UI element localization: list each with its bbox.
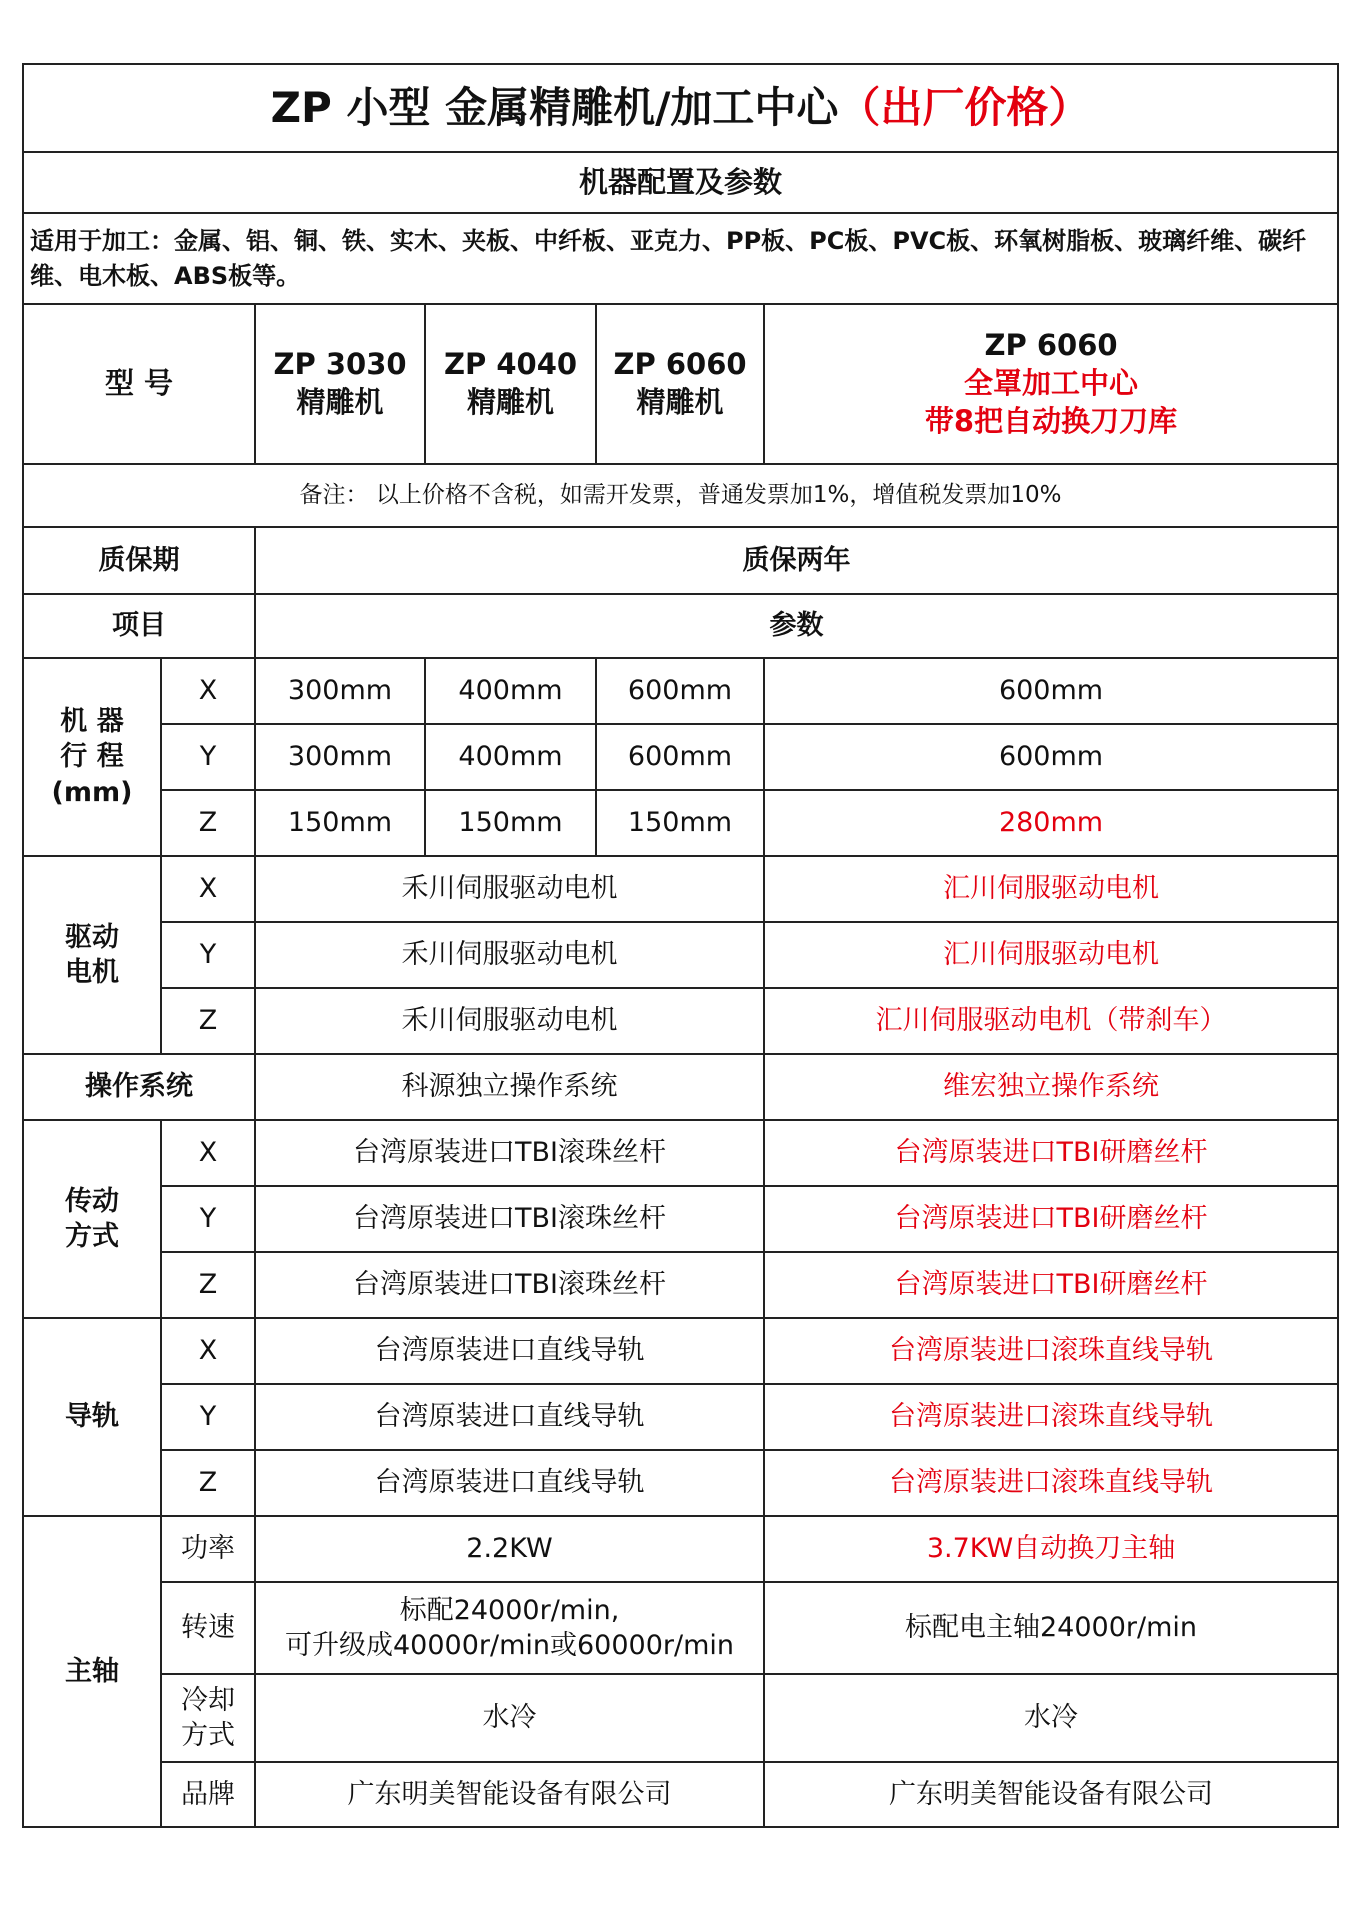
guide-label: 导轨 xyxy=(23,1318,161,1516)
travel-value: 600mm xyxy=(764,724,1338,790)
transmission-std: 台湾原装进口TBI滚珠丝杆 xyxy=(255,1120,764,1186)
axis-y: Y xyxy=(161,922,255,988)
cooling-label: 冷却 方式 xyxy=(161,1674,255,1762)
axis-z: Z xyxy=(161,1450,255,1516)
drive-motor-std: 禾川伺服驱动电机 xyxy=(255,922,764,988)
guide-std: 台湾原装进口直线导轨 xyxy=(255,1384,764,1450)
travel-value: 150mm xyxy=(596,790,764,856)
power-std: 2.2KW xyxy=(255,1516,764,1582)
warranty-value: 质保两年 xyxy=(255,527,1338,594)
transmission-pro: 台湾原装进口TBI研磨丝杆 xyxy=(764,1120,1338,1186)
drive-motor-pro: 汇川伺服驱动电机 xyxy=(764,922,1338,988)
travel-label: 机 器 行 程 (mm) xyxy=(23,658,161,856)
axis-y: Y xyxy=(161,724,255,790)
model-zp6060-center: ZP 6060 全罩加工中心 带8把自动换刀刀库 xyxy=(764,304,1338,464)
guide-std: 台湾原装进口直线导轨 xyxy=(255,1450,764,1516)
drive-motor-std: 禾川伺服驱动电机 xyxy=(255,856,764,922)
axis-z: Z xyxy=(161,988,255,1054)
guide-pro: 台湾原装进口滚珠直线导轨 xyxy=(764,1384,1338,1450)
guide-pro: 台湾原装进口滚珠直线导轨 xyxy=(764,1318,1338,1384)
price-note: 备注： 以上价格不含税，如需开发票，普通发票加1%，增值税发票加10% xyxy=(23,464,1338,527)
cooling-pro: 水冷 xyxy=(764,1674,1338,1762)
axis-x: X xyxy=(161,658,255,724)
travel-value: 400mm xyxy=(425,724,596,790)
power-pro: 3.7KW自动换刀主轴 xyxy=(764,1516,1338,1582)
axis-x: X xyxy=(161,1318,255,1384)
os-std: 科源独立操作系统 xyxy=(255,1054,764,1120)
transmission-pro: 台湾原装进口TBI研磨丝杆 xyxy=(764,1186,1338,1252)
guide-std: 台湾原装进口直线导轨 xyxy=(255,1318,764,1384)
power-label: 功率 xyxy=(161,1516,255,1582)
travel-value: 150mm xyxy=(255,790,425,856)
axis-y: Y xyxy=(161,1384,255,1450)
params-header-value: 参数 xyxy=(255,594,1338,658)
axis-z: Z xyxy=(161,790,255,856)
spec-table xyxy=(22,63,1339,1828)
brand-pro: 广东明美智能设备有限公司 xyxy=(764,1762,1338,1827)
spindle-label: 主轴 xyxy=(23,1516,161,1827)
speed-label: 转速 xyxy=(161,1582,255,1674)
travel-value: 280mm xyxy=(764,790,1338,856)
brand-label: 品牌 xyxy=(161,1762,255,1827)
drive-motor-pro: 汇川伺服驱动电机（带刹车） xyxy=(764,988,1338,1054)
page-title xyxy=(23,64,1338,152)
speed-std: 标配24000r/min, 可升级成40000r/min或60000r/min xyxy=(255,1582,764,1674)
cooling-std: 水冷 xyxy=(255,1674,764,1762)
axis-x: X xyxy=(161,856,255,922)
transmission-std: 台湾原装进口TBI滚珠丝杆 xyxy=(255,1252,764,1318)
drive-motor-std: 禾川伺服驱动电机 xyxy=(255,988,764,1054)
guide-pro: 台湾原装进口滚珠直线导轨 xyxy=(764,1450,1338,1516)
transmission-label: 传动 方式 xyxy=(23,1120,161,1318)
brand-std: 广东明美智能设备有限公司 xyxy=(255,1762,764,1827)
axis-z: Z xyxy=(161,1252,255,1318)
model-zp6060: ZP 6060 精雕机 xyxy=(596,304,764,464)
section-title: 机器配置及参数 xyxy=(23,152,1338,213)
model-zp3030: ZP 3030 精雕机 xyxy=(255,304,425,464)
model-zp4040: ZP 4040 精雕机 xyxy=(425,304,596,464)
speed-pro: 标配电主轴24000r/min xyxy=(764,1582,1338,1674)
travel-value: 600mm xyxy=(764,658,1338,724)
params-header-label: 项目 xyxy=(23,594,255,658)
os-label: 操作系统 xyxy=(23,1054,255,1120)
model-header: 型 号 xyxy=(23,304,255,464)
travel-value: 600mm xyxy=(596,658,764,724)
os-pro: 维宏独立操作系统 xyxy=(764,1054,1338,1120)
drive-motor-label: 驱动 电机 xyxy=(23,856,161,1054)
axis-y: Y xyxy=(161,1186,255,1252)
travel-value: 300mm xyxy=(255,658,425,724)
travel-value: 400mm xyxy=(425,658,596,724)
drive-motor-pro: 汇川伺服驱动电机 xyxy=(764,856,1338,922)
transmission-pro: 台湾原装进口TBI研磨丝杆 xyxy=(764,1252,1338,1318)
applicable-materials: 适用于加工：金属、铝、铜、铁、实木、夹板、中纤板、亚克力、PP板、PC板、PVC板、环氧树脂板、玻璃纤维、碳纤维、电木板、ABS板等。 xyxy=(23,213,1338,304)
title-main: ZP 小型 金属精雕机/加工中心 xyxy=(270,82,839,132)
transmission-std: 台湾原装进口TBI滚珠丝杆 xyxy=(255,1186,764,1252)
travel-value: 600mm xyxy=(596,724,764,790)
travel-value: 300mm xyxy=(255,724,425,790)
axis-x: X xyxy=(161,1120,255,1186)
travel-value: 150mm xyxy=(425,790,596,856)
warranty-label: 质保期 xyxy=(23,527,255,594)
title-highlight: （出厂价格） xyxy=(838,82,1091,132)
